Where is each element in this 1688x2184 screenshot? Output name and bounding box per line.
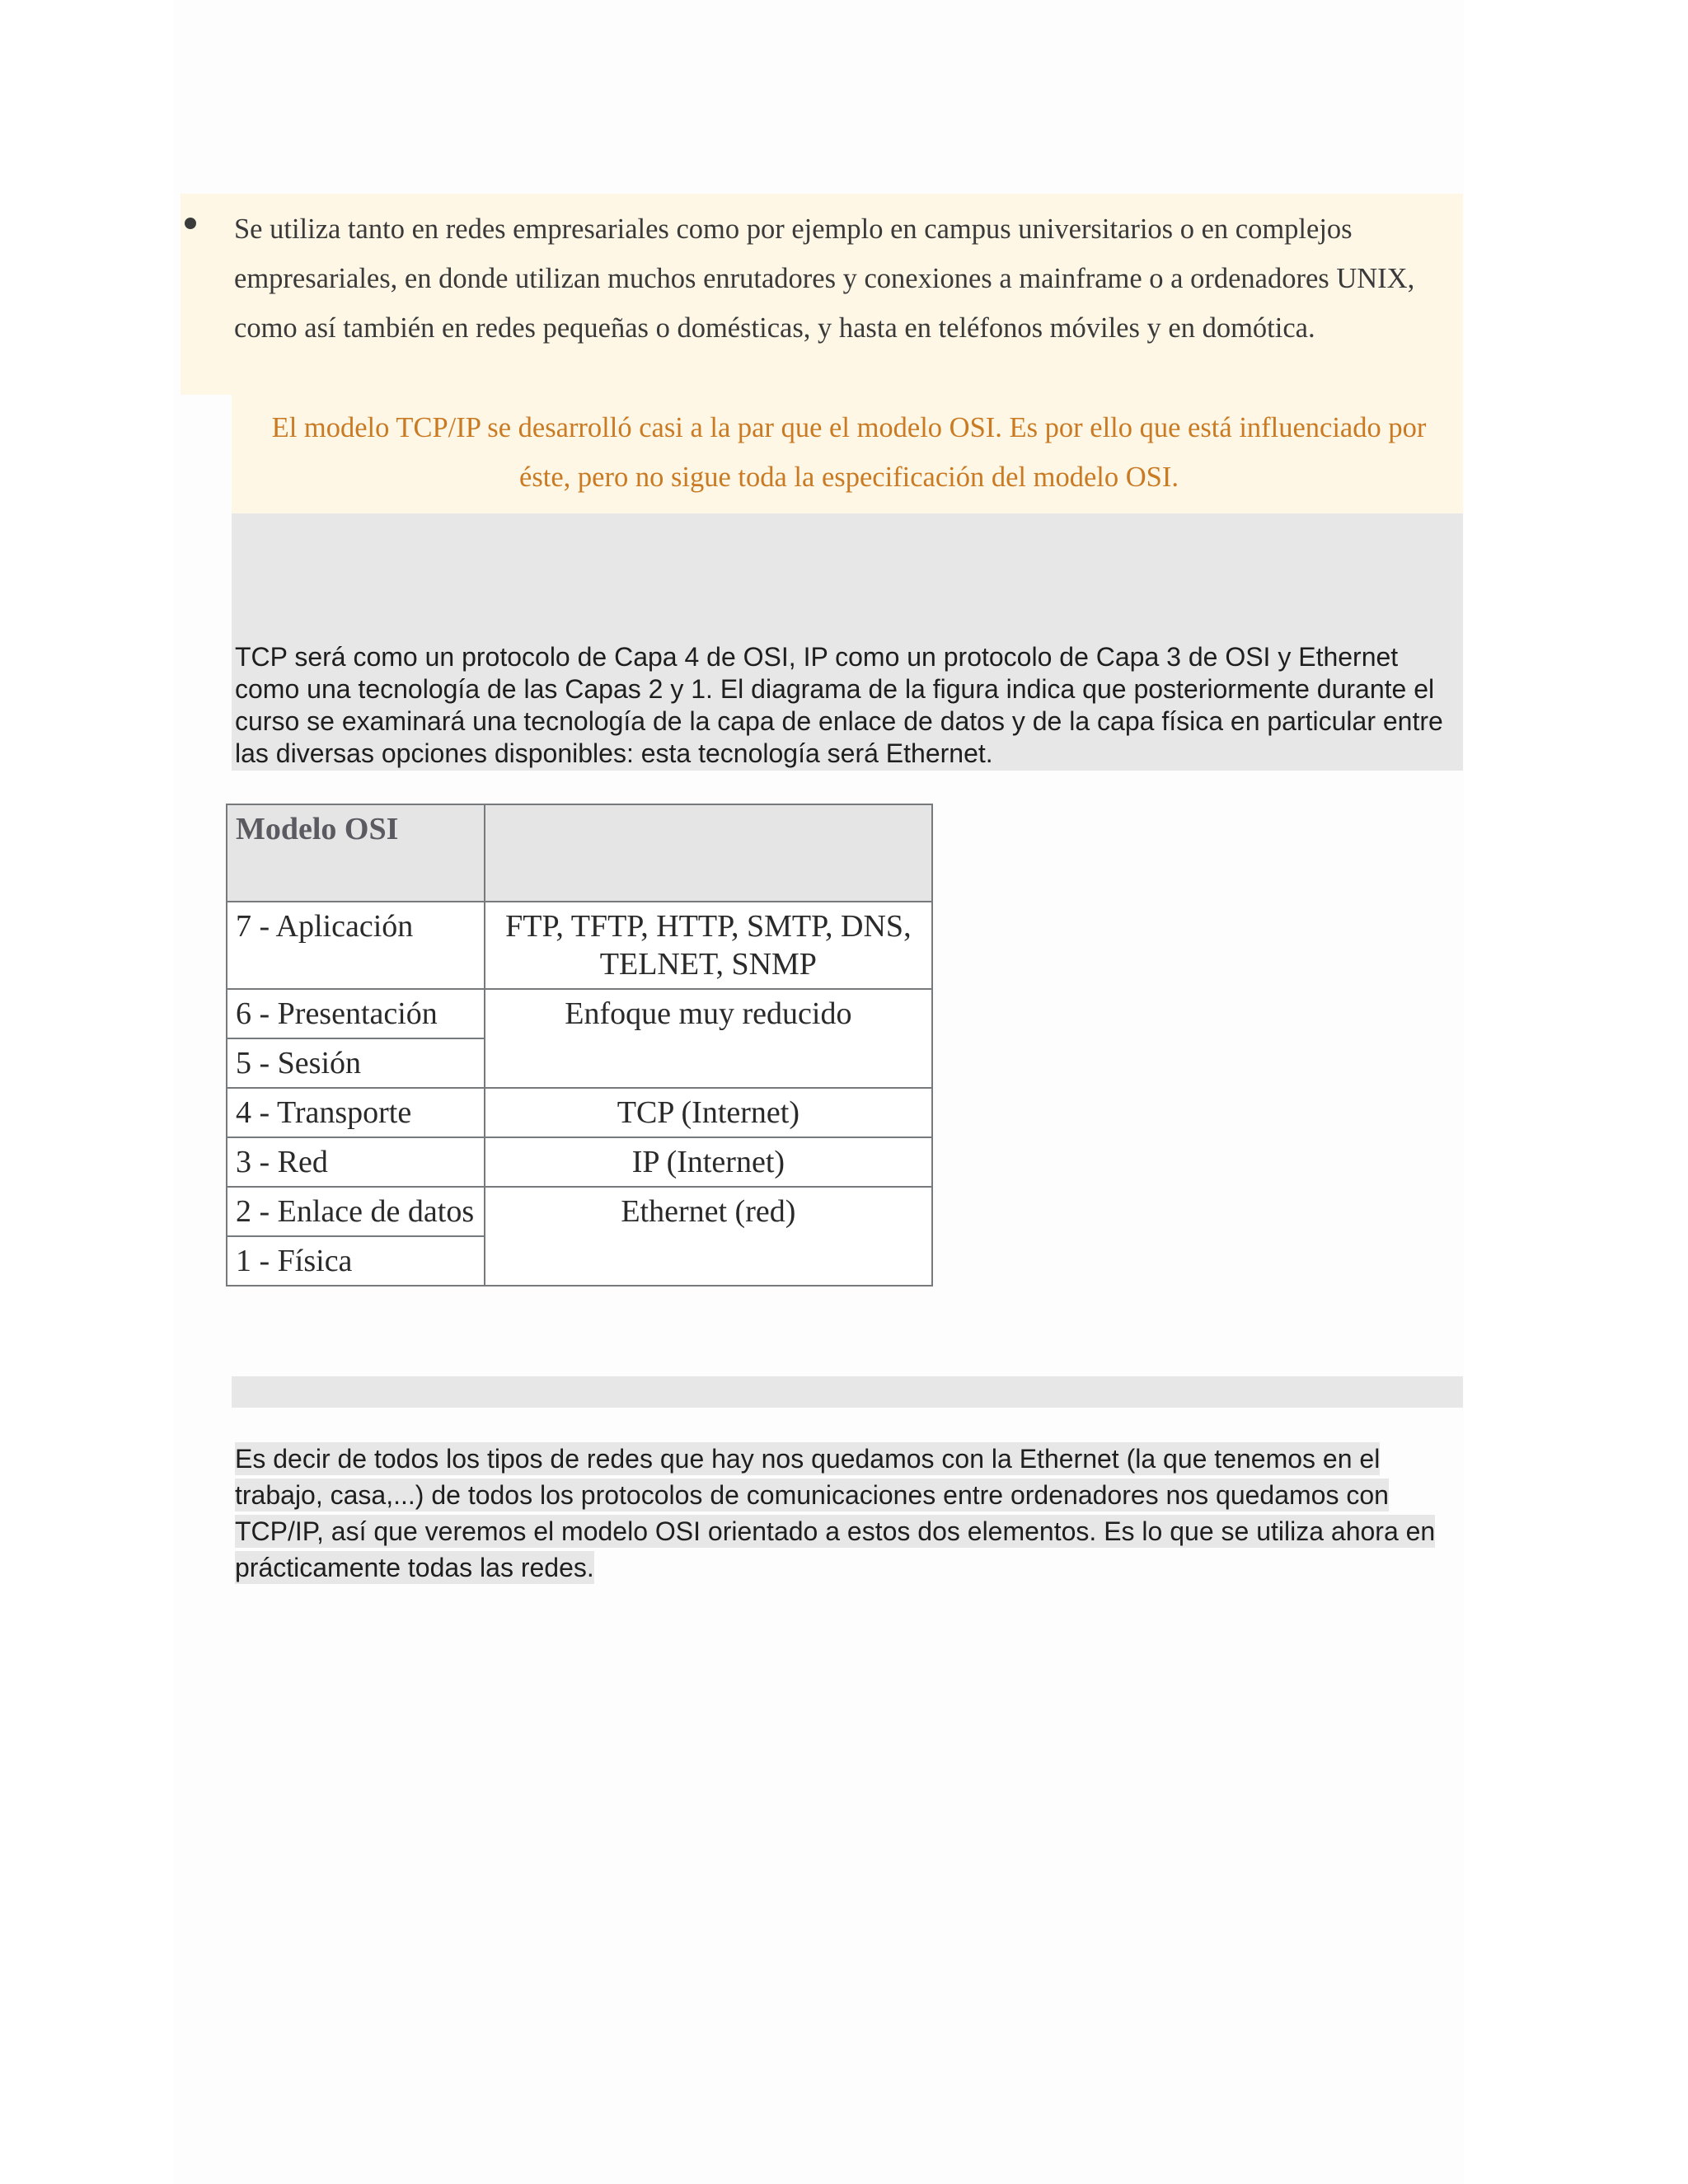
protocol-cell: Enfoque muy reducido: [485, 989, 932, 1088]
table-row: [227, 1088, 932, 1137]
layer-cell: 3 - Red: [227, 1137, 485, 1187]
callout-text: El modelo TCP/IP se desarrolló casi a la par que el modelo OSI. Es por ello que está influenciado por éste, pero no sigue toda la especificación del modelo OSI.: [271, 412, 1427, 493]
protocol-cell: IP (Internet): [485, 1137, 932, 1187]
table-row: [227, 902, 932, 989]
protocol-cell: FTP, TFTP, HTTP, SMTP, DNS, TELNET, SNMP: [485, 902, 932, 989]
table-header-row: [227, 804, 932, 902]
layer-cell: 5 - Sesión: [227, 1038, 485, 1088]
tcp-ip-paragraph: TCP será como un protocolo de Capa 4 de OSI, IP como un protocolo de Capa 3 de OSI y Ethernet como una tecnología de las Capas 2 y 1. El diagrama de la figura indica que posteriormente durante el curso se examinará una tecnología de la capa de enlace de datos y de la capa física en particular entre las diversas opciones disponibles: esta tecnología será Ethernet.: [235, 642, 1443, 768]
table-bottom-strip: [232, 1376, 1463, 1408]
protocol-cell: TCP (Internet): [485, 1088, 932, 1137]
bullet-icon: [185, 218, 196, 229]
table-row: [227, 989, 932, 1038]
summary-paragraph: [235, 1441, 1455, 1586]
summary-paragraph-text: Es decir de todos los tipos de redes que hay nos quedamos con la Ethernet (la que tenemos en el trabajo, casa,...) de todos los protocolos de comunicaciones entre ordenadores nos quedamos con TCP/IP, así que veremos el modelo OSI orientado a estos dos elementos. Es lo que se utiliza ahora en prácticamente todas las redes.: [235, 1444, 1436, 1582]
table-row: [227, 1137, 932, 1187]
table-header-cell: [485, 804, 932, 902]
protocol-cell: Ethernet (red): [485, 1187, 932, 1286]
table-row: [227, 1187, 932, 1236]
osi-table: [226, 804, 933, 1286]
layer-cell: 1 - Física: [227, 1236, 485, 1286]
layer-cell: 2 - Enlace de datos: [227, 1187, 485, 1236]
layer-cell: 6 - Presentación: [227, 989, 485, 1038]
layer-cell: 4 - Transporte: [227, 1088, 485, 1137]
layer-cell: 7 - Aplicación: [227, 902, 485, 989]
bullet-item-text: Se utiliza tanto en redes empresariales como por ejemplo en campus universitarios o en complejos empresariales, en donde utilizan muchos enrutadores y conexiones a mainframe o a ordenadores UNIX, como así también en redes pequeñas o domésticas, y hasta en teléfonos móviles y en domótica.: [234, 213, 1415, 344]
table-header-cell: Modelo OSI: [227, 804, 485, 902]
